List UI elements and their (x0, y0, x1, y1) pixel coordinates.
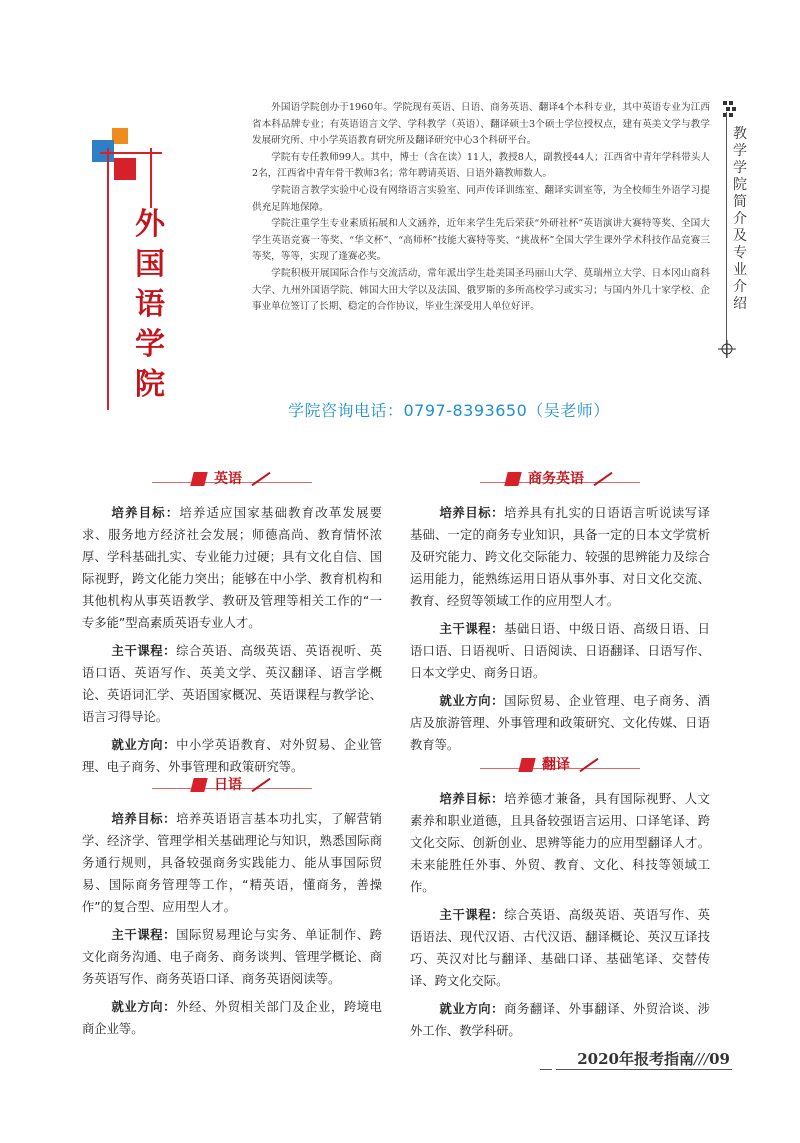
career-text: 中小学英语教育、对外贸易、企业管理、电子商务、外事管理和政策研究等。 (82, 738, 382, 774)
intro-paragraph: 学院积极开展国际合作与交流活动，常年派出学生赴美国圣玛丽山大学、莫瑞州立大学、日本冈山商科大学、九州外国语学院、韩国大田大学以及法国、俄罗斯的多所高校学习或实习；与国内外几十家学校、企事业单位签订了长期、稳定的合作协议，毕业生深受用人单位好评。 (252, 267, 710, 313)
career-text: 商务翻译、外事翻译、外贸洽谈、涉外工作、教学科研。 (410, 1002, 710, 1038)
book-icon (190, 472, 207, 486)
goal-text: 培养具有扎实的日语语言听说读写译基础、一定的商务专业知识，具备一定的日本文学赏析及研究能力、跨文化交际能力、较强的思辨能力及综合运用能力，能熟练运用日语从事外事、对日文化交流、教育、经贸等领域工作的应用型人才。 (410, 506, 710, 608)
program-career (410, 690, 710, 756)
decor-horizontal-line (100, 152, 162, 154)
program-goal (82, 808, 382, 918)
book-icon (504, 472, 521, 486)
grid-ornament-icon (722, 100, 738, 120)
section-guide-label: 教学学院简介及专业介绍 (733, 126, 747, 312)
goal-label: 培养目标： (111, 812, 177, 826)
program-career (82, 996, 382, 1040)
program-heading (82, 466, 382, 492)
contact-phone: 学院咨询电话：0797-8393650（吴老师） (288, 401, 610, 420)
courses-label: 主干课程： (439, 908, 505, 922)
program-title: 翻译 (542, 757, 570, 773)
college-intro (252, 100, 710, 316)
program-courses (410, 618, 710, 684)
decor-vertical-line-short (150, 148, 152, 208)
decor-blue-square (92, 140, 114, 162)
pen-icon (593, 471, 612, 485)
career-label: 就业方向： (439, 694, 505, 708)
courses-text: 综合英语、高级英语、英语视听、英语口语、英语写作、英美文学、英汉翻译、语言学概论、英语词汇学、英语国家概况、英语课程与教学论、语言习得导论。 (82, 644, 382, 724)
program-japanese (82, 772, 382, 1046)
program-career (410, 998, 710, 1042)
intro-paragraph: 外国语学院创办于1960年。学院现有英语、日语、商务英语、翻译4个本科专业，其中英语专业为江西省本科品牌专业；有英语语言文学、学科教学（英语）、翻译硕士3个硕士学位授权点，建有英美文学与教学发展研究所、中小学英语教育研究所及翻译研究中心3个科研平台。 (252, 102, 710, 147)
program-business-english (410, 466, 710, 762)
career-text: 国际贸易、企业管理、电子商务、酒店及旅游管理、外事管理和政策研究、文化传媒、日语教育等。 (410, 694, 710, 752)
footer-slashes: /// (693, 1050, 710, 1068)
decor-vertical-line (107, 148, 109, 410)
decor-orange-square (112, 128, 128, 144)
crosshair-icon (718, 340, 736, 358)
page-number: 09 (709, 1050, 730, 1068)
program-goal (82, 502, 382, 634)
program-goal (410, 502, 710, 612)
career-label: 就业方向： (439, 1002, 505, 1016)
career-text: 外经、外贸相关部门及企业，跨境电商企业等。 (82, 1000, 382, 1036)
footer-rule (556, 1069, 732, 1070)
courses-label: 主干课程： (111, 644, 177, 658)
program-courses (82, 924, 382, 990)
footer-title: 2020年报考指南 (577, 1050, 694, 1068)
courses-text: 综合英语、高级英语、英语写作、英语语法、现代汉语、古代汉语、翻译概论、英汉互译技巧、英汉对比与翻译、基础口译、基础笔译、交替传译、跨文化交际。 (410, 908, 710, 988)
book-icon (518, 758, 535, 772)
pen-icon (251, 777, 270, 791)
pen-icon (251, 471, 270, 485)
program-heading (410, 466, 710, 492)
goal-text: 培养适应国家基础教育改革发展要求、服务地方经济社会发展；师德高尚、教育情怀浓厚、学科基础扎实、专业能力过硬；具有文化自信、国际视野，跨文化能力突出；能够在中小学、教育机构和其他机构从事英语教学、教研及管理等相关工作的“一专多能”型高素质英语专业人才。 (82, 506, 382, 630)
courses-label: 主干课程： (439, 622, 505, 636)
career-label: 就业方向： (111, 738, 177, 752)
career-label: 就业方向： (111, 1000, 177, 1014)
book-icon (190, 778, 207, 792)
goal-label: 培养目标： (111, 506, 180, 520)
goal-label: 培养目标： (439, 506, 505, 520)
goal-label: 培养目标： (439, 792, 505, 806)
program-translation (410, 752, 710, 1048)
intro-paragraph: 学院注重学生专业素质拓展和人文涵养，近年来学生先后荣获“外研社杯”英语演讲大赛特等奖、全国大学生英语竞赛一等奖、“华文杯”、“高师杯”技能大赛特等奖、“挑战杯”全国大学生课外学术科技作品竞赛三等奖，等等，实现了逢赛必奖。 (252, 218, 710, 263)
decor-red-square (114, 158, 136, 180)
courses-text: 国际贸易理论与实务、单证制作、跨文化商务沟通、电子商务、商务谈判、管理学概论、商务英语写作、商务英语口译、商务英语阅读等。 (82, 928, 382, 986)
intro-paragraph: 学院有专任教师99人。其中，博士（含在读）11人，教授8人，副教授44人；江西省中青年学科带头人2名，江西省中青年骨干教师3名；常年聘请英语、日语外籍教师数人。 (252, 151, 710, 180)
college-title: 外国语学院 (135, 207, 165, 402)
program-title: 日语 (214, 777, 242, 793)
courses-text: 基础日语、中级日语、高级日语、日语口语、日语视听、日语阅读、日语翻译、日语写作、日本文学史、商务日语。 (410, 622, 710, 680)
program-courses (82, 640, 382, 728)
program-goal (410, 788, 710, 898)
program-courses (410, 904, 710, 992)
goal-text: 培养德才兼备，具有国际视野、人文素养和职业道德，且具备较强语言运用、口译笔译、跨文化交际、创新创业、思辨等能力的应用型翻译人才。未来能胜任外事、外贸、教育、文化、科技等领域工作。 (410, 792, 710, 894)
program-title: 商务英语 (528, 471, 584, 487)
footer-dash (540, 1069, 552, 1070)
page-footer (577, 1048, 730, 1069)
program-heading (82, 772, 382, 798)
courses-label: 主干课程： (111, 928, 177, 942)
program-title: 英语 (214, 471, 242, 487)
guide-line (726, 112, 727, 358)
goal-text: 培养英语语言基本功扎实，了解营销学、经济学、管理学相关基础理论与知识，熟悉国际商务通行规则，具备较强商务实践能力、能从事国际贸易、国际商务管理等工作，“精英语，懂商务，善操作”的复合型、应用型人才。 (82, 812, 382, 914)
intro-paragraph: 学院语言教学实验中心设有网络语言实验室、同声传译训练室、翻译实训室等，为全校师生外语学习提供充足阵地保障。 (252, 184, 710, 213)
pen-icon (579, 757, 598, 771)
program-english (82, 466, 382, 784)
program-heading (410, 752, 710, 778)
